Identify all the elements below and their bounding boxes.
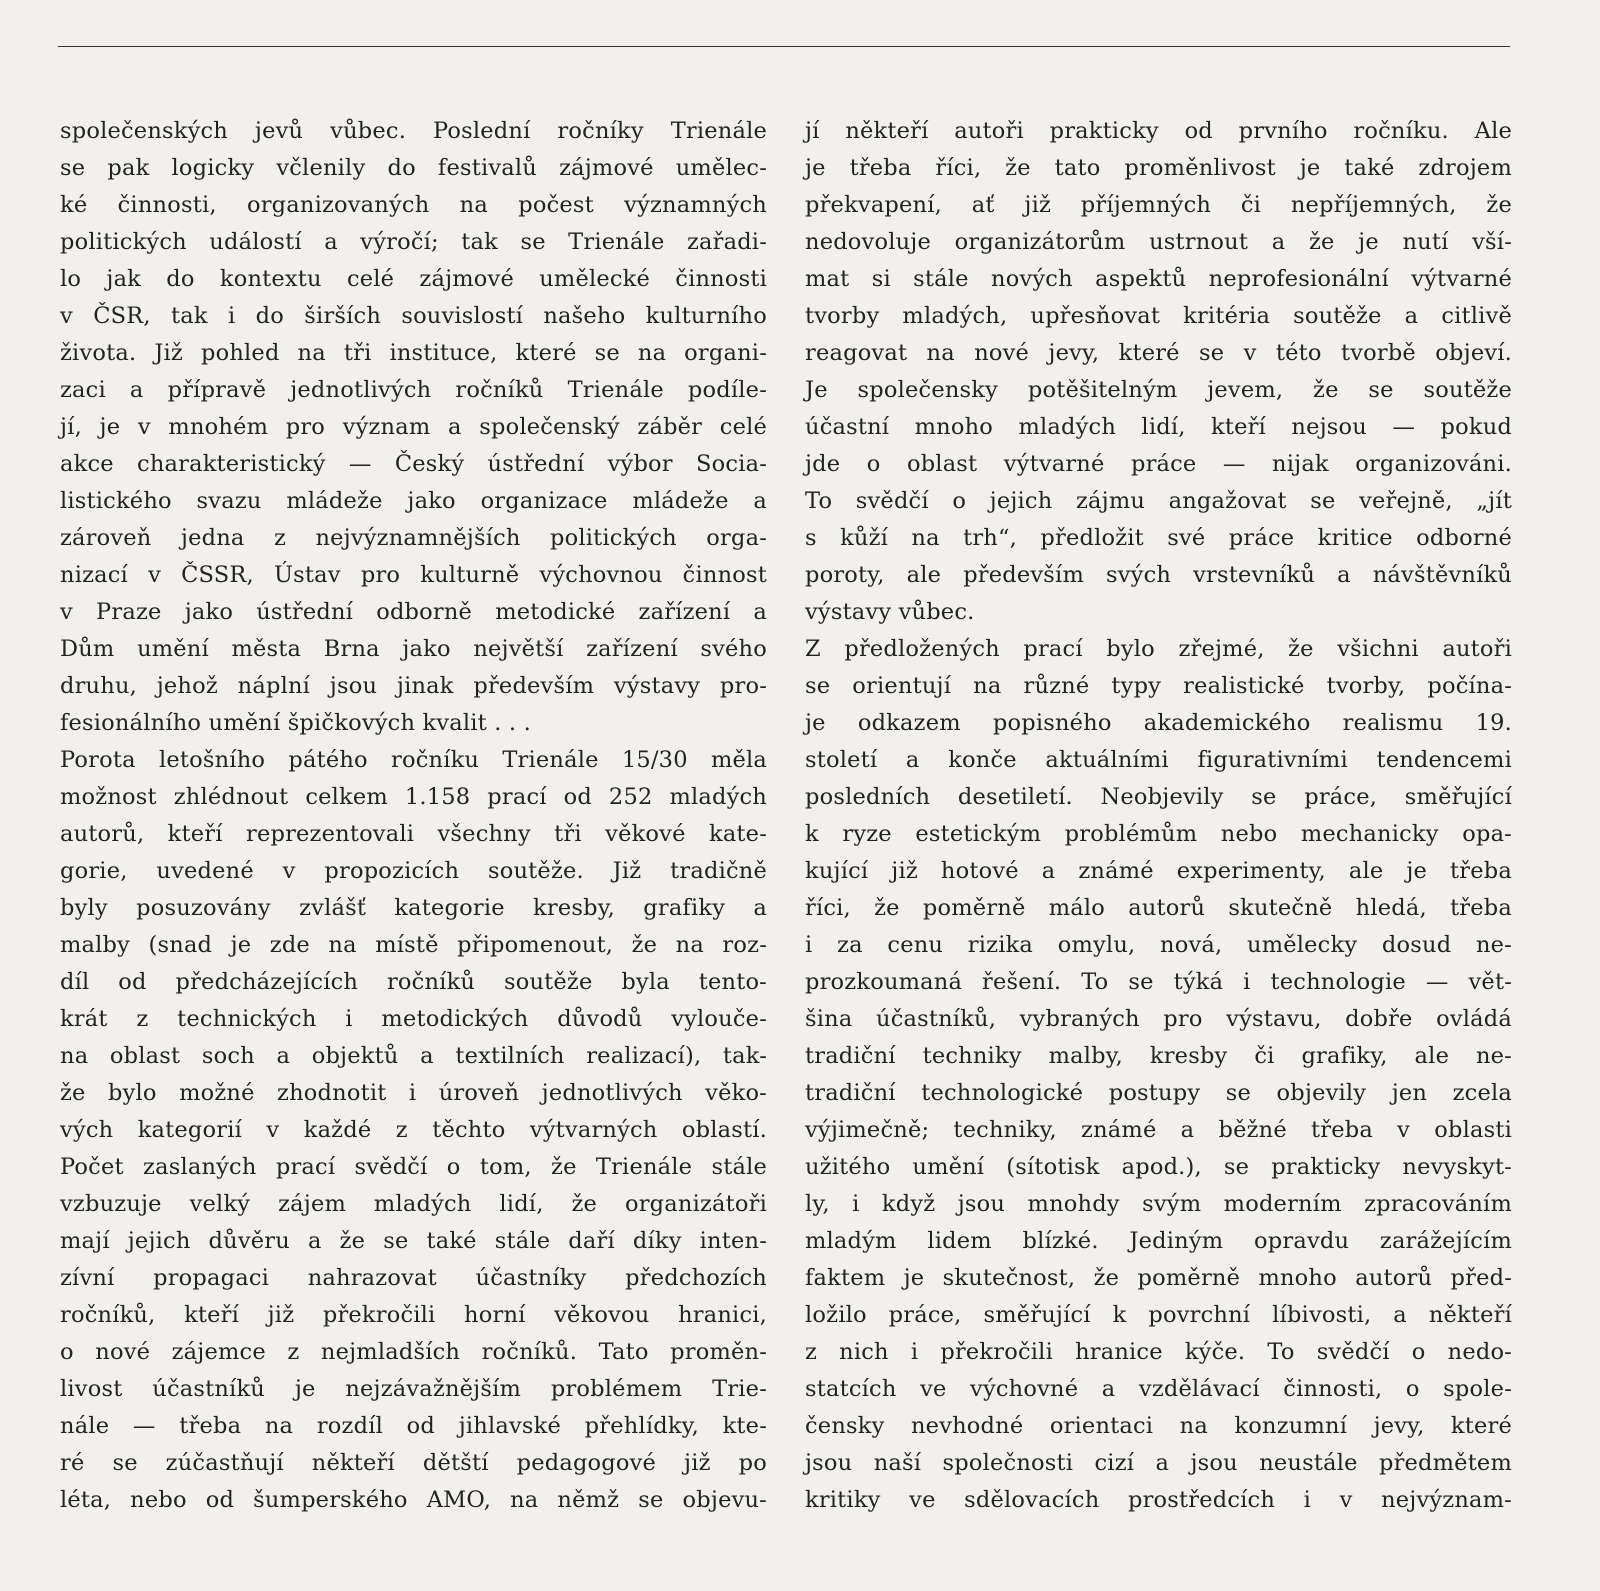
text-line: ročníků, kteří již překročili horní věkovou hranici, [60, 1302, 767, 1328]
text-line: Porota letošního pátého ročníku Trienále 15/30 měla [60, 747, 767, 773]
text-line: Je společensky potěšitelným jevem, že se soutěže [805, 377, 1512, 403]
text-line: století a konče aktuálními figurativními tendencemi [805, 747, 1512, 773]
text-line: výjimečně; techniky, známé a běžné třeba v oblasti [805, 1117, 1512, 1143]
text-line: užitého umění (sítotisk apod.), se prakticky nevyskyt- [805, 1154, 1512, 1180]
text-line: je třeba říci, že tato proměnlivost je také zdrojem [805, 155, 1512, 181]
text-line: zaci a přípravě jednotlivých ročníků Trienále podíle- [60, 377, 767, 403]
text-line: Počet zaslaných prací svědčí o tom, že Trienále stále [60, 1154, 767, 1180]
text-line: kritiky ve sdělovacích prostředcích i v nejvýznam- [805, 1487, 1512, 1513]
text-line: prozkoumaná řešení. To se týká i technologie — vět- [805, 969, 1512, 995]
text-line: posledních desetiletí. Neobjevily se práce, směřující [805, 784, 1512, 810]
text-line: vých kategorií v každé z těchto výtvarných oblastí. [60, 1117, 767, 1143]
text-line: jsou naší společnosti cizí a jsou neustále předmětem [805, 1450, 1512, 1476]
text-line: možnost zhlédnout celkem 1.158 prací od 252 mladých [60, 784, 767, 810]
text-line: zívní propagaci nahrazovat účastníky předchozích [60, 1265, 767, 1291]
text-line: nizací v ČSSR, Ústav pro kulturně výchovnou činnost [60, 562, 767, 588]
text-line: kující již hotové a známé experimenty, ale je třeba [805, 858, 1512, 884]
text-line: je odkazem popisného akademického realismu 19. [805, 710, 1512, 736]
text-line: překvapení, ať již příjemných či nepříjemných, že [805, 192, 1512, 218]
text-line: Z předložených prací bylo zřejmé, že všichni autoři [805, 636, 1512, 662]
text-line: společenských jevů vůbec. Poslední ročníky Trienále [60, 118, 767, 144]
text-line: mladým lidem blízké. Jediným opravdu zarážejícím [805, 1228, 1512, 1254]
text-line: na oblast soch a objektů a textilních realizací), tak- [60, 1043, 767, 1069]
text-line: krát z technických i metodických důvodů vylouče- [60, 1006, 767, 1032]
text-line: s kůží na trh“, předložit své práce kritice odborné [805, 525, 1512, 551]
text-line: gorie, uvedené v propozicích soutěže. Již tradičně [60, 858, 767, 884]
text-line: v Praze jako ústřední odborně metodické zařízení a [60, 599, 767, 625]
text-line: To svědčí o jejich zájmu angažovat se veřejně, „jít [805, 488, 1512, 514]
text-line: že bylo možné zhodnotit i úroveň jednotlivých věko- [60, 1080, 767, 1106]
text-line: účastní mnoho mladých lidí, kteří nejsou — pokud [805, 414, 1512, 440]
text-line: poroty, ale především svých vrstevníků a návštěvníků [805, 562, 1512, 588]
text-line: jí, je v mnohém pro význam a společenský záběr celé [60, 414, 767, 440]
text-line: faktem je skutečnost, že poměrně mnoho autorů před- [805, 1265, 1512, 1291]
text-line: ré se zúčastňují někteří dětští pedagogové již po [60, 1450, 767, 1476]
text-line: livost účastníků je nejzávažnějším problémem Trie- [60, 1376, 767, 1402]
left-column [60, 113, 767, 1519]
text-line: mat si stále nových aspektů neprofesionální výtvarné [805, 266, 1512, 292]
text-line: fesionálního umění špičkových kvalit . . . [60, 710, 531, 736]
text-line: listického svazu mládeže jako organizace mládeže a [60, 488, 767, 514]
text-line: nedovoluje organizátorům ustrnout a že je nutí vší- [805, 229, 1512, 255]
text-line: zároveň jedna z nejvýznamnějších politických orga- [60, 525, 767, 551]
text-line: druhu, jehož náplní jsou jinak především výstavy pro- [60, 673, 767, 699]
text-line: ké činnosti, organizovaných na počest významných [60, 192, 767, 218]
text-line: akce charakteristický — Český ústřední výbor Socia- [60, 451, 767, 477]
text-line: v ČSR, tak i do širších souvislostí našeho kulturního [60, 303, 767, 329]
text-line: reagovat na nové jevy, které se v této tvorbě objeví. [805, 340, 1512, 366]
text-line: tradiční technologické postupy se objevily jen zcela [805, 1080, 1512, 1106]
right-column [805, 113, 1512, 1519]
top-rule [58, 46, 1510, 47]
text-line: výstavy vůbec. [805, 599, 975, 625]
text-line: k ryze estetickým problémům nebo mechanicky opa- [805, 821, 1512, 847]
text-line: i za cenu rizika omylu, nová, umělecky dosud ne- [805, 932, 1512, 958]
text-line: mají jejich důvěru a že se také stále daří díky inten- [60, 1228, 767, 1254]
text-line: byly posuzovány zvlášť kategorie kresby, grafiky a [60, 895, 767, 921]
text-line: se orientují na různé typy realistické tvorby, počína- [805, 673, 1512, 699]
text-line: statcích ve výchovné a vzdělávací činnosti, o spole- [805, 1376, 1512, 1402]
text-line: šina účastníků, vybraných pro výstavu, dobře ovládá [805, 1006, 1512, 1032]
text-line: tradiční techniky malby, kresby či grafiky, ale ne- [805, 1043, 1512, 1069]
text-line: se pak logicky včlenily do festivalů zájmové umělec- [60, 155, 767, 181]
text-line: ly, i když jsou mnohdy svým moderním zpracováním [805, 1191, 1512, 1217]
text-line: jde o oblast výtvarné práce — nijak organizováni. [805, 451, 1512, 477]
text-line: Dům umění města Brna jako největší zařízení svého [60, 636, 767, 662]
text-line: autorů, kteří reprezentovali všechny tři věkové kate- [60, 821, 767, 847]
text-line: o nové zájemce z nejmladších ročníků. Tato proměn- [60, 1339, 767, 1365]
text-line: říci, že poměrně málo autorů skutečně hledá, třeba [805, 895, 1512, 921]
text-line: života. Již pohled na tři instituce, které se na organi- [60, 340, 767, 366]
text-line: lo jak do kontextu celé zájmové umělecké činnosti [60, 266, 767, 292]
text-line: vzbuzuje velký zájem mladých lidí, že organizátoři [60, 1191, 767, 1217]
text-line: čensky nevhodné orientaci na konzumní jevy, které [805, 1413, 1512, 1439]
text-line: nále — třeba na rozdíl od jihlavské přehlídky, kte- [60, 1413, 767, 1439]
text-line: malby (snad je zde na místě připomenout, že na roz- [60, 932, 767, 958]
text-line: léta, nebo od šumperského AMO, na němž se objevu- [60, 1487, 767, 1513]
text-line: z nich i překročili hranice kýče. To svědčí o nedo- [805, 1339, 1512, 1365]
text-line: ložilo práce, směřující k povrchní líbivosti, a někteří [805, 1302, 1512, 1328]
text-line: díl od předcházejících ročníků soutěže byla tento- [60, 969, 767, 995]
text-line: tvorby mladých, upřesňovat kritéria soutěže a citlivě [805, 303, 1512, 329]
text-line: jí někteří autoři prakticky od prvního ročníku. Ale [805, 118, 1512, 144]
text-line: politických událostí a výročí; tak se Trienále zařadi- [60, 229, 767, 255]
